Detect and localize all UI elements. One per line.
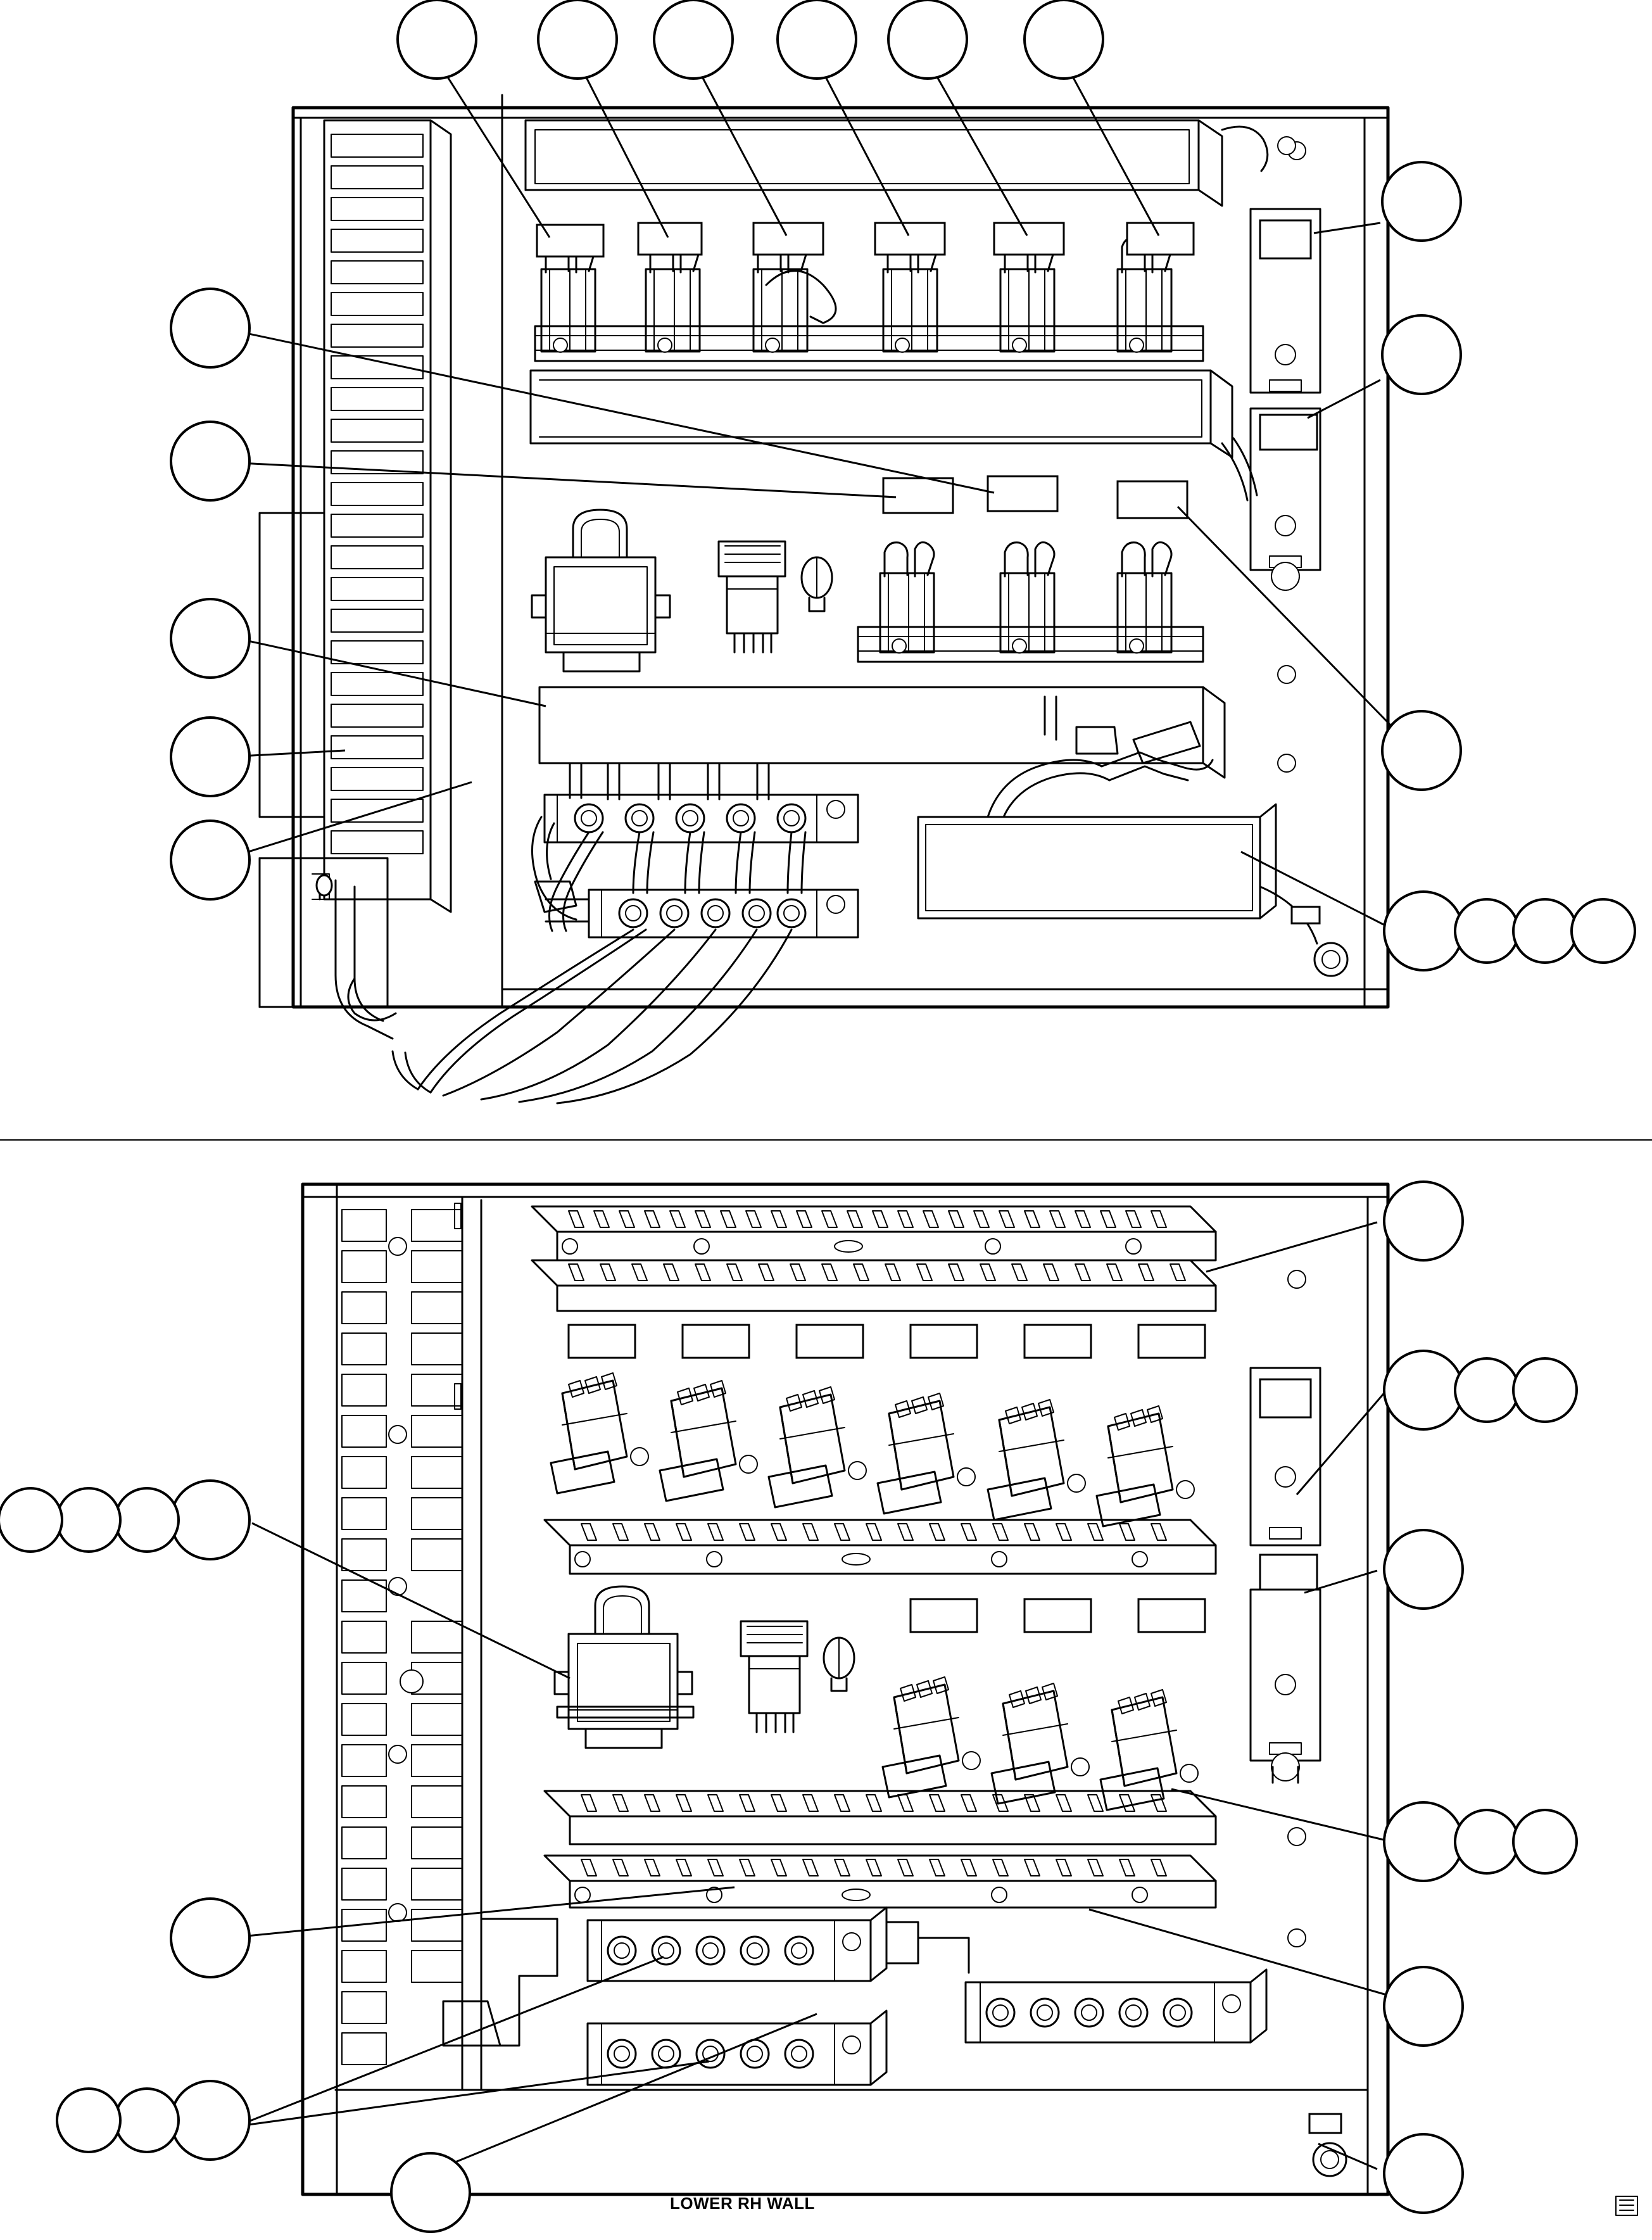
balloon-upper-left-4[interactable] — [171, 718, 249, 796]
lower-view-assembly — [303, 1184, 1388, 2194]
balloon-upper-left-2[interactable] — [171, 422, 249, 500]
balloon-upper-6[interactable] — [1025, 0, 1103, 79]
balloon-upper-cluster-1[interactable] — [1384, 892, 1463, 970]
balloon-lower-right-6[interactable] — [1384, 1802, 1463, 1881]
lower-busrail-2 — [532, 1260, 1216, 1311]
balloon-lower-right-5[interactable] — [1384, 1530, 1463, 1609]
lower-busrail-1 — [532, 1206, 1216, 1260]
lower-mount-brackets — [481, 1919, 969, 2046]
upper-duct-cable — [988, 697, 1213, 817]
balloon-upper-5[interactable] — [888, 0, 967, 79]
lower-ground-stud — [1309, 2114, 1346, 2176]
lower-fuse-row-1 — [551, 1373, 1194, 1526]
balloon-upper-cluster-3[interactable] — [1513, 899, 1577, 963]
lower-fuse-4 — [878, 1393, 975, 1514]
lower-panel-holes — [1288, 1270, 1306, 1947]
lower-leader-lines — [228, 1222, 1387, 2172]
balloon-lower-right-8[interactable] — [1513, 1810, 1577, 1873]
upper-third-busbar — [539, 687, 1225, 778]
lower-connector-block — [741, 1621, 807, 1732]
lower-fuse-5 — [988, 1400, 1085, 1520]
balloon-lower-left-1[interactable] — [171, 1481, 249, 1559]
balloon-upper-2[interactable] — [538, 0, 617, 79]
upper-left-louver-panel — [324, 120, 451, 912]
balloon-lower-right-2[interactable] — [1384, 1351, 1463, 1429]
lower-terminal-block-3 — [966, 1970, 1266, 2042]
upper-contactor-row-1 — [535, 237, 1203, 361]
lower-balloons[interactable] — [0, 1182, 1577, 2232]
upper-right-module-1 — [1251, 209, 1320, 393]
balloon-upper-4[interactable] — [778, 0, 856, 79]
balloon-upper-left-1[interactable] — [171, 289, 249, 367]
upper-terminal-block-2 — [546, 890, 858, 937]
balloon-upper-right-1[interactable] — [1382, 162, 1461, 241]
lower-label-tags-row1 — [569, 1325, 1205, 1358]
lower-terminal-block-2 — [588, 2011, 886, 2085]
balloon-lower-left-4[interactable] — [0, 1488, 62, 1552]
lower-right-module-1 — [1251, 1368, 1320, 1545]
balloon-lower-right-9[interactable] — [1384, 1967, 1463, 2046]
balloon-upper-right-3[interactable] — [1382, 711, 1461, 790]
lower-fuse-3 — [769, 1387, 866, 1507]
page-corner-mark — [1616, 2196, 1637, 2215]
upper-terminal-block-1 — [545, 795, 858, 842]
balloon-lower-left-5[interactable] — [171, 1899, 249, 1977]
upper-label-tags-row2 — [883, 476, 1187, 518]
lower-left-louver-a — [342, 1210, 386, 2065]
lower-fuse-6 — [1097, 1406, 1194, 1526]
lower-fuse-1 — [551, 1373, 648, 1493]
lower-fuse-8 — [992, 1683, 1089, 1804]
figure-caption: LOWER RH WALL — [670, 2194, 815, 2213]
upper-left-bracket — [260, 513, 388, 1007]
lower-relay-block — [555, 1586, 693, 1748]
balloon-upper-cluster-4[interactable] — [1572, 899, 1635, 963]
upper-view-assembly — [260, 95, 1388, 1103]
balloon-lower-left-2[interactable] — [115, 1488, 179, 1552]
balloon-upper-3[interactable] — [654, 0, 733, 79]
lower-fuse-7 — [883, 1677, 980, 1797]
lower-right-module-2 — [1251, 1555, 1320, 1783]
balloon-upper-1[interactable] — [398, 0, 476, 79]
balloon-upper-left-5[interactable] — [171, 821, 249, 899]
balloon-lower-right-4[interactable] — [1513, 1358, 1577, 1422]
upper-cabinet-panel — [293, 95, 1388, 1007]
lower-busrail-3 — [545, 1520, 1216, 1574]
balloon-upper-right-2[interactable] — [1382, 315, 1461, 394]
balloon-lower-left-8[interactable] — [57, 2089, 120, 2152]
upper-lower-right-box — [918, 804, 1276, 918]
balloon-lower-right-10[interactable] — [1384, 2134, 1463, 2213]
balloon-lower-left-6[interactable] — [171, 2081, 249, 2160]
upper-right-module-2 — [1222, 408, 1320, 590]
balloon-upper-cluster-2[interactable] — [1455, 899, 1518, 963]
balloon-lower-left-9[interactable] — [391, 2153, 470, 2232]
upper-connector-block — [719, 541, 785, 652]
balloon-upper-left-3[interactable] — [171, 599, 249, 678]
balloon-lower-right-7[interactable] — [1455, 1810, 1518, 1873]
upper-small-round-component — [802, 557, 832, 611]
upper-relay-block — [532, 510, 670, 671]
balloon-lower-right-3[interactable] — [1455, 1358, 1518, 1422]
upper-contactor-row-2 — [858, 542, 1203, 662]
upper-label-tags-row1 — [537, 223, 1194, 256]
balloon-lower-left-7[interactable] — [115, 2089, 179, 2152]
balloon-lower-left-3[interactable] — [57, 1488, 120, 1552]
upper-second-busbar — [531, 370, 1232, 457]
lower-fuse-2 — [660, 1381, 757, 1501]
balloon-lower-right-1[interactable] — [1384, 1182, 1463, 1260]
lower-small-round-component — [824, 1638, 854, 1691]
lower-label-tags-row2 — [911, 1599, 1205, 1632]
